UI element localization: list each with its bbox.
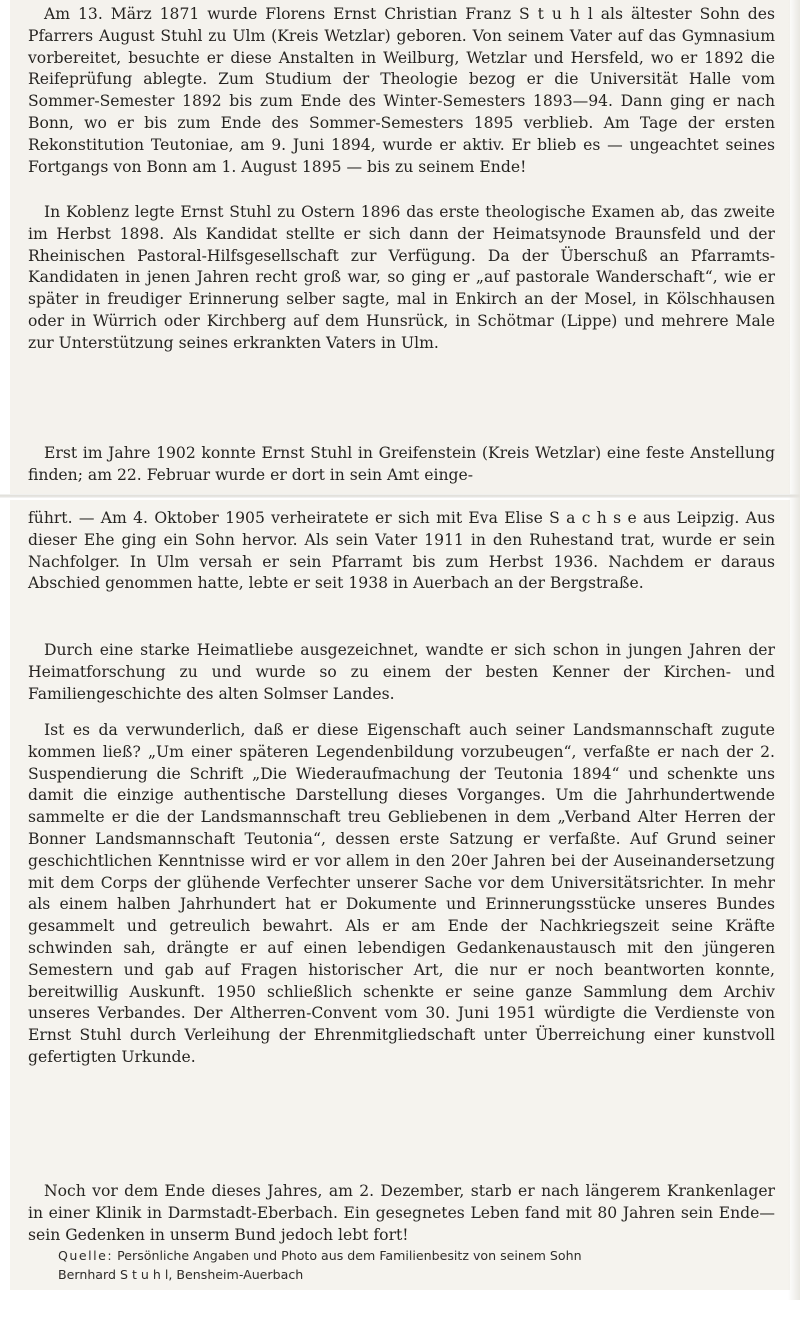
source-label: Quelle: bbox=[58, 1248, 114, 1263]
paragraph-5: Durch eine starke Heimatliebe ausgezeichnet, wandte er sich schon in jungen Jahren der Heimatforschung zu und wurde so zu einem der besten Kenner der Kirchen- und Familiengeschichte des alten Solmser Landes. bbox=[28, 641, 775, 703]
paragraph-2: In Koblenz legte Ernst Stuhl zu Ostern 1896 das erste theologische Examen ab, das zweite im Herbst 1898. Als Kandidat stellte er sich dann der Heimatsynode Braunsfeld und der Rheinischen Pastoral-Hilfsgesellschaft zur Verfügung. Da der Überschuß an Pfarramts-Kandidaten in jenen Jahren recht groß war, so ging er „auf pastorale Wanderschaft“, wie er später in freudiger Erinnerung selber sagte, mal in Enkirch an der Mosel, in Kölschhausen oder in Würrich oder Kirchberg auf dem Hunsrück, in Schötmar (Lippe) und mehrere Male zur Unterstützung seines erkrankten Vaters in Ulm. bbox=[28, 203, 775, 352]
scan-edge-shadow bbox=[788, 0, 800, 1300]
source-text-line-2: Bernhard S t u h l, Bensheim-Auerbach bbox=[58, 1267, 304, 1282]
page-cut-line bbox=[0, 494, 800, 498]
source-note bbox=[58, 1246, 778, 1284]
paragraph-3: Erst im Jahre 1902 konnte Ernst Stuhl in Greifenstein (Kreis Wetzlar) eine feste Anstellung finden; am 22. Februar wurde er dort in sein Amt einge- bbox=[28, 444, 775, 484]
paragraph-1: Am 13. März 1871 wurde Florens Ernst Christian Franz S t u h l als ältester Sohn des Pfarrers August Stuhl zu Ulm (Kreis Wetzlar) geboren. Von seinem Vater auf das Gymnasium vorbereitet, besuchte er diese Anstalten in Weilburg, Wetzlar und Hersfeld, wo er 1892 die Reifeprüfung ablegte. Zum Studium der Theologie bezog er die Universität Halle vom Sommer-Semester 1892 bis zum Ende des Winter-Semesters 1893—94. Dann ging er nach Bonn, wo er bis zum Ende des Sommer-Semesters 1895 verblieb. Am Tage der ersten Rekonstitution Teutoniae, am 9. Juni 1894, wurde er aktiv. Er blieb es — ungeachtet seines Fortgangs von Bonn am 1. August 1895 — bis zu seinem Ende! bbox=[28, 5, 775, 176]
paragraph-6: Ist es da verwunderlich, daß er diese Eigenschaft auch seiner Landsmannschaft zugute kommen ließ? „Um einer späteren Legendenbildung vorzubeugen“, verfaßte er nach der 2. Suspendierung die Schrift „Die Wiederaufmachung der Teutonia 1894“ und schenkte uns damit die einzige authentische Darstellung dieses Vorganges. Um die Jahrhundertwende sammelte er die der Landsmannschaft treu Gebliebenen in dem „Verband Alter Herren der Bonner Landsmannschaft Teutonia“, dessen erste Satzung er verfaßte. Auf Grund seiner geschichtlichen Kenntnisse wird er vor allem in den 20er Jahren bei der Auseinandersetzung mit dem Corps der glühende Verfechter unserer Sache vor dem Universitätsrichter. In mehr als einem halben Jahrhundert hat er Dokumente und Erinnerungsstücke unseres Bundes gesammelt und getreulich bewahrt. Als er am Ende der Nachkriegszeit seine Kräfte schwinden sah, drängte er auf einen lebendigen Gedankenaustausch mit den jüngeren Semestern und gab auf Fragen historischer Art, die nur er noch beantworten konnte, bereitwillig Auskunft. 1950 schließlich schenkte er seine ganze Sammlung dem Archiv unseres Verbandes. Der Altherren-Convent vom 30. Juni 1951 würdigte die Verdienste von Ernst Stuhl durch Verleihung der Ehrenmitgliedschaft unter Überreichung einer kunstvoll gefertigten Urkunde. bbox=[28, 721, 775, 1066]
paragraph-7: Noch vor dem Ende dieses Jahres, am 2. Dezember, starb er nach längerem Krankenlager in einer Klinik in Darmstadt-Eberbach. Ein gesegnetes Leben fand mit 80 Jahren sein Ende— sein Gedenken in unserm Bund jedoch lebt fort! bbox=[28, 1182, 775, 1244]
source-text: Persönliche Angaben und Photo aus dem Familienbesitz von seinem Sohn bbox=[113, 1248, 582, 1263]
paragraph-4: führt. — Am 4. Oktober 1905 verheiratete er sich mit Eva Elise S a c h s e aus Leipzig. Aus dieser Ehe ging ein Sohn hervor. Als sein Vater 1911 in den Ruhestand trat, wurde er sein Nachfolger. In Ulm versah er sein Pfarramt bis zum Herbst 1936. Nachdem er daraus Abschied genommen hatte, lebte er seit 1938 in Auerbach an der Bergstraße. bbox=[28, 509, 775, 593]
